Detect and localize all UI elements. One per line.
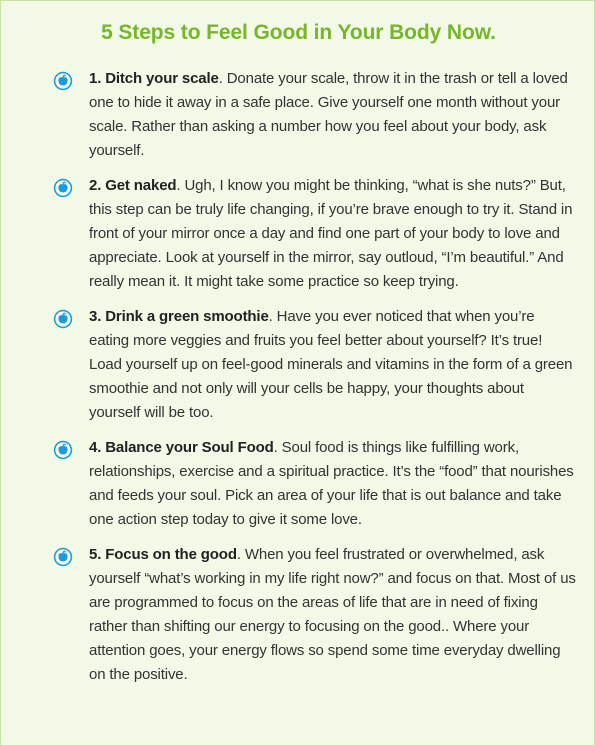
- list-item: [1, 174, 595, 294]
- step-text: [89, 177, 572, 290]
- step-body: . Ugh, I know you might be thinking, “what is she nuts?” But, this step can be truly life changing, if you’re brave enough to try it. Stand in front of your mirror once a day and find one part of your body to love and appreciate. Look at yourself in the mirror, say outloud, “I’m beautiful.” And really mean it. It might take some practice so keep trying.: [89, 177, 573, 290]
- step-body: . Soul food is things like fulfilling work, relationships, exercise and a spiritual practice. It’s the “food” that nourishes and feeds your soul. Pick an area of your life that is out balance and take one action step today to give it some love.: [89, 439, 574, 528]
- list-item: [1, 305, 595, 425]
- page-title: 5 Steps to Feel Good in Your Body Now.: [101, 21, 496, 44]
- step-heading: 5. Focus on the good: [89, 546, 237, 563]
- steps-list: [1, 67, 595, 698]
- step-heading: 3. Drink a green smoothie: [89, 308, 269, 325]
- step-text: [89, 439, 574, 528]
- step-heading: 4. Balance your Soul Food: [89, 439, 274, 456]
- apple-icon: [53, 309, 73, 329]
- list-item: [1, 67, 595, 163]
- step-text: [89, 308, 572, 421]
- apple-icon: [53, 71, 73, 91]
- list-item: [1, 436, 595, 532]
- apple-icon: [53, 547, 73, 567]
- step-body: . When you feel frustrated or overwhelmed, ask yourself “what’s working in my life right now?” and focus on that. Most of us are programmed to focus on the areas of life that are in need of fixing rather than shifting our energy to focusing on the good.. Where your attention goes, your energy flows so spend some time everyday dwelling on the positive.: [89, 546, 576, 683]
- apple-icon: [53, 440, 73, 460]
- step-body: . Have you ever noticed that when you’re eating more veggies and fruits you feel better about yourself? It’s true! Load yourself up on feel-good minerals and vitamins in the form of a green smoothie and not only will your cells be happy, your thoughts about yourself will be too.: [89, 308, 573, 421]
- list-item: [1, 543, 595, 687]
- step-heading: 1. Ditch your scale: [89, 70, 219, 87]
- step-body: . Donate your scale, throw it in the trash or tell a loved one to hide it away in a safe place. Give yourself one month without your scale. Rather than asking a number how you feel about your body, ask yourself.: [89, 70, 568, 159]
- step-text: [89, 546, 576, 683]
- apple-icon: [53, 178, 73, 198]
- step-text: [89, 70, 568, 159]
- step-heading: 2. Get naked: [89, 177, 177, 194]
